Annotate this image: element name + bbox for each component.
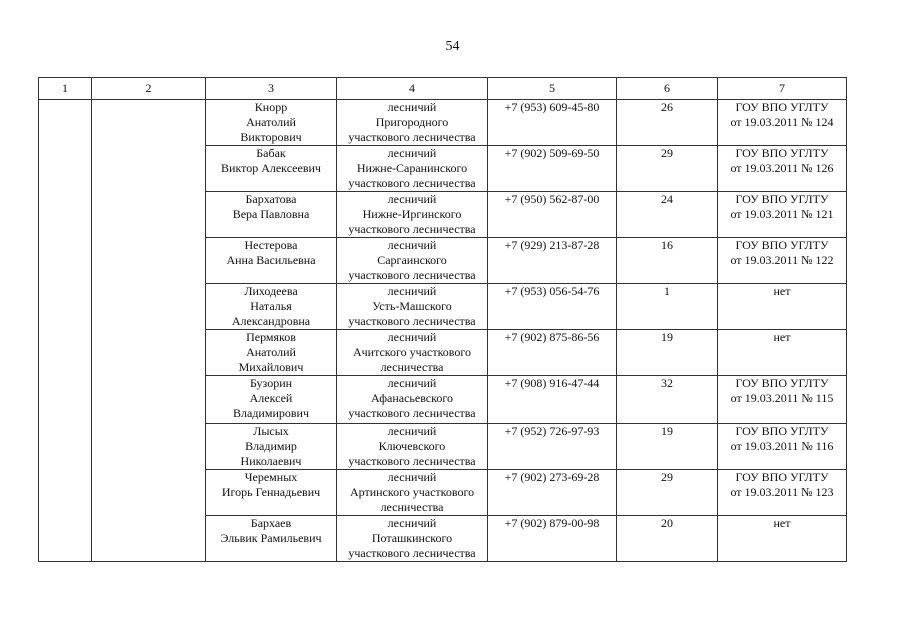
education-cell-line: ГОУ ВПО УГЛТУ (735, 192, 829, 206)
employee-name-cell-line: Владимир (245, 439, 297, 453)
position-cell-line: Артинского участкового (349, 485, 475, 499)
education-cell-line: от 19.03.2011 № 126 (730, 161, 834, 175)
position-cell-line: участкового лесничества (348, 546, 476, 560)
employee-name-cell-line: Черемных (244, 470, 298, 484)
phone-cell: +7 (902) 875-86-56 (488, 330, 617, 376)
education-cell (718, 470, 847, 516)
experience-cell: 19 (617, 424, 718, 470)
employee-name-cell-line: Бархаев (250, 516, 292, 530)
position-cell-line: участкового лесничества (348, 268, 476, 282)
employee-name-cell (206, 470, 337, 516)
position-cell (337, 424, 488, 470)
education-cell (718, 100, 847, 146)
employee-name-cell-line: Бабак (256, 146, 286, 160)
phone-cell: +7 (953) 609-45-80 (488, 100, 617, 146)
employee-name-cell-line: Михайлович (238, 360, 304, 374)
employee-name-cell (206, 284, 337, 330)
header-row (39, 78, 847, 100)
employee-name-cell-line: Нестерова (244, 238, 298, 252)
employee-name-cell-line: Виктор Алексеевич (221, 161, 321, 175)
employee-name-cell (206, 516, 337, 562)
employee-name-cell-line: Пермяков (246, 330, 296, 344)
experience-cell: 19 (617, 330, 718, 376)
position-cell-line: лесничий (387, 146, 437, 160)
table-row (39, 100, 847, 146)
phone-cell: +7 (908) 916-47-44 (488, 376, 617, 424)
education-cell (718, 330, 847, 376)
education-cell (718, 284, 847, 330)
position-cell-line: Афанасьевского (371, 391, 453, 405)
employee-name-cell-line: Николаевич (240, 454, 302, 468)
position-cell-line: Саргаинского (377, 253, 447, 267)
page-number: 54 (445, 39, 460, 54)
position-cell (337, 238, 488, 284)
position-cell-line: лесничий (387, 424, 437, 438)
position-cell-line: Ключевского (378, 439, 446, 453)
phone-cell: +7 (950) 562-87-00 (488, 192, 617, 238)
education-cell (718, 424, 847, 470)
education-cell (718, 376, 847, 424)
position-cell-line: участкового лесничества (348, 454, 476, 468)
employee-name-cell-line: Владимирович (233, 406, 309, 420)
education-cell (718, 146, 847, 192)
employee-name-cell-line: Алексей (249, 391, 293, 405)
education-cell-line: от 19.03.2011 № 121 (730, 207, 834, 221)
position-cell-line: лесничий (387, 516, 437, 530)
experience-cell: 29 (617, 146, 718, 192)
position-cell-line: участкового лесничества (348, 176, 476, 190)
education-cell-line: от 19.03.2011 № 122 (730, 253, 834, 267)
employee-name-cell (206, 330, 337, 376)
column-header-3: 3 (206, 78, 337, 100)
employee-name-cell-line: Бузорин (249, 376, 293, 390)
experience-cell: 1 (617, 284, 718, 330)
position-cell-line: лесничий (387, 376, 437, 390)
employee-name-cell-line: Александровна (231, 314, 311, 328)
employee-name-cell (206, 100, 337, 146)
education-cell-line: от 19.03.2011 № 116 (730, 439, 834, 453)
experience-cell: 16 (617, 238, 718, 284)
employee-name-cell-line: Эльвик Рамильевич (220, 531, 322, 545)
column-header-4: 4 (337, 78, 488, 100)
position-cell (337, 192, 488, 238)
forestry-cell (92, 100, 206, 562)
education-cell-line: ГОУ ВПО УГЛТУ (735, 470, 829, 484)
position-cell-line: лесничий (387, 192, 437, 206)
position-cell-line: Нижне-Иргинского (362, 207, 462, 221)
column-header-5: 5 (488, 78, 617, 100)
employee-name-cell (206, 238, 337, 284)
employee-name-cell (206, 424, 337, 470)
position-cell-line: лесничий (387, 330, 437, 344)
position-cell (337, 284, 488, 330)
employee-name-cell-line: Анатолий (246, 345, 296, 359)
position-cell (337, 100, 488, 146)
position-cell (337, 376, 488, 424)
position-cell-line: участкового лесничества (348, 406, 476, 420)
education-cell-line: ГОУ ВПО УГЛТУ (735, 100, 829, 114)
position-cell-line: Пригородного (375, 115, 449, 129)
position-cell (337, 516, 488, 562)
education-cell-line: ГОУ ВПО УГЛТУ (735, 376, 829, 390)
education-cell (718, 192, 847, 238)
employee-name-cell-line: Наталья (250, 299, 292, 313)
position-cell-line: лесничий (387, 100, 437, 114)
education-cell-line: нет (773, 284, 791, 298)
position-cell-line: участкового лесничества (348, 314, 476, 328)
table-body (39, 100, 847, 562)
employee-name-cell (206, 192, 337, 238)
position-cell-line: участкового лесничества (348, 130, 476, 144)
position-cell-line: Усть-Машского (372, 299, 452, 313)
education-cell-line: нет (773, 330, 791, 344)
column-header-1: 1 (39, 78, 92, 100)
position-cell (337, 146, 488, 192)
position-cell-line: лесничества (380, 360, 444, 374)
employee-name-cell-line: Анатолий (246, 115, 296, 129)
employee-name-cell (206, 146, 337, 192)
position-cell-line: Нижне-Саранинского (356, 161, 468, 175)
phone-cell: +7 (902) 509-69-50 (488, 146, 617, 192)
education-cell-line: от 19.03.2011 № 123 (730, 485, 834, 499)
employee-name-cell-line: Бархатова (245, 192, 297, 206)
position-cell (337, 470, 488, 516)
education-cell-line: ГОУ ВПО УГЛТУ (735, 146, 829, 160)
employee-name-cell-line: Лысых (253, 424, 289, 438)
experience-cell: 20 (617, 516, 718, 562)
education-cell (718, 238, 847, 284)
position-cell-line: лесничий (387, 470, 437, 484)
position-cell (337, 330, 488, 376)
phone-cell: +7 (929) 213-87-28 (488, 238, 617, 284)
experience-cell: 32 (617, 376, 718, 424)
experience-cell: 29 (617, 470, 718, 516)
position-cell-line: лесничий (387, 238, 437, 252)
education-cell-line: ГОУ ВПО УГЛТУ (735, 238, 829, 252)
education-cell (718, 516, 847, 562)
employee-name-cell-line: Лиходеева (244, 284, 298, 298)
position-cell-line: лесничий (387, 284, 437, 298)
column-header-2: 2 (92, 78, 206, 100)
employee-name-cell-line: Вера Павловна (232, 207, 310, 221)
region-cell (39, 100, 92, 562)
education-cell-line: от 19.03.2011 № 124 (730, 115, 834, 129)
position-cell-line: Поташкинского (371, 531, 453, 545)
phone-cell: +7 (953) 056-54-76 (488, 284, 617, 330)
phone-cell: +7 (952) 726-97-93 (488, 424, 617, 470)
position-cell-line: участкового лесничества (348, 222, 476, 236)
phone-cell: +7 (902) 273-69-28 (488, 470, 617, 516)
employee-name-cell-line: Викторович (240, 130, 302, 144)
education-cell-line: от 19.03.2011 № 115 (730, 391, 834, 405)
position-cell-line: лесничества (380, 500, 444, 514)
employee-name-cell (206, 376, 337, 424)
employee-name-cell-line: Игорь Геннадьевич (221, 485, 321, 499)
position-cell-line: Ачитского участкового (352, 345, 472, 359)
experience-cell: 24 (617, 192, 718, 238)
column-header-7: 7 (718, 78, 847, 100)
education-cell-line: нет (773, 516, 791, 530)
staff-table (38, 77, 847, 562)
education-cell-line: ГОУ ВПО УГЛТУ (735, 424, 829, 438)
phone-cell: +7 (902) 879-00-98 (488, 516, 617, 562)
employee-name-cell-line: Анна Васильевна (226, 253, 316, 267)
column-header-6: 6 (617, 78, 718, 100)
experience-cell: 26 (617, 100, 718, 146)
employee-name-cell-line: Кнорр (254, 100, 288, 114)
